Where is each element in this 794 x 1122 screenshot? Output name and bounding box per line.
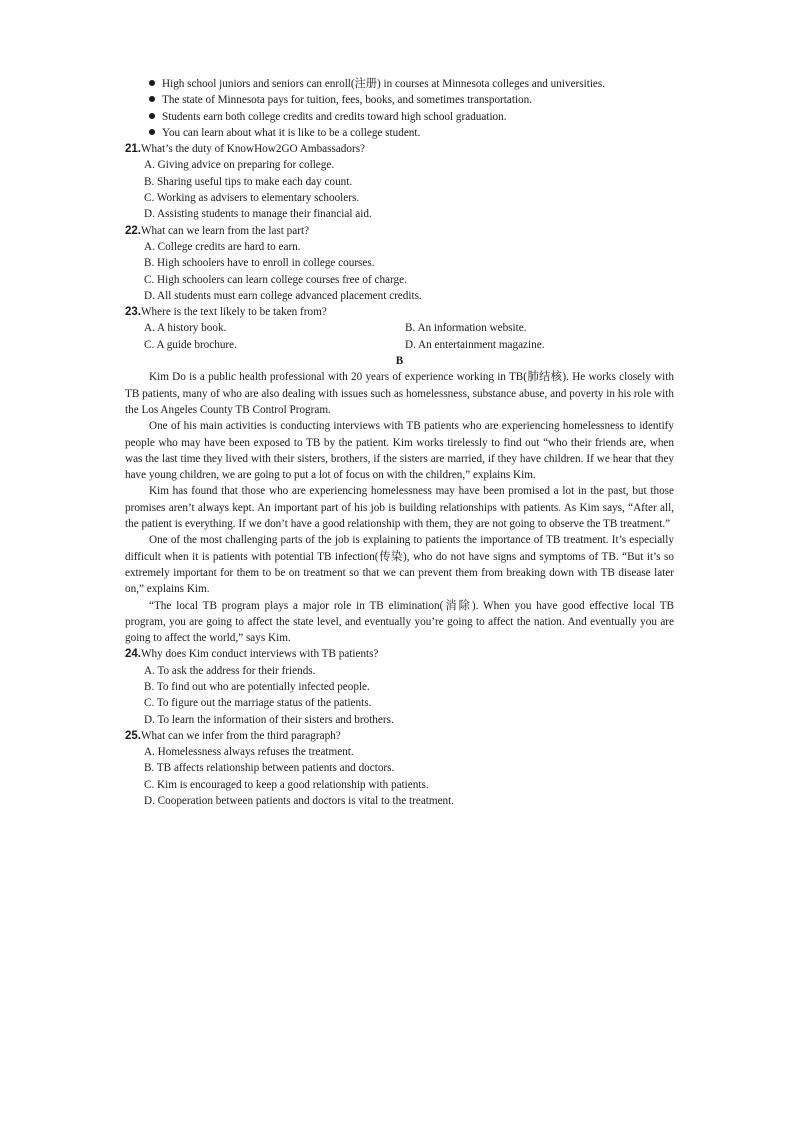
- bullet-icon: [149, 96, 155, 102]
- bullet-item: Students earn both college credits and credits toward high school graduation.: [125, 109, 674, 125]
- option-b: B. An information website.: [405, 322, 527, 335]
- question-stem: 21.What’s the duty of KnowHow2GO Ambassadors?: [125, 143, 366, 156]
- passage-paragraph: “The local TB program plays a major role in TB elimination(消除). When you have good effective local TB program, you are going to affect the state level, and eventually you’re going to affect the nation. And eventually you are going to affect the world,” says Kim.: [125, 599, 674, 645]
- option-a: A. College credits are hard to earn.: [144, 240, 301, 253]
- option-a: A. A history book.: [144, 322, 227, 335]
- question-22: [125, 223, 674, 304]
- option-a: A. Homelessness always refuses the treatment.: [144, 746, 354, 759]
- bullet-icon: [149, 129, 155, 135]
- question-number: 25.: [125, 729, 141, 742]
- question-25: [125, 728, 674, 809]
- option-b: B. To find out who are potentially infected people.: [144, 680, 370, 693]
- option-d: D. An entertainment magazine.: [405, 338, 545, 351]
- option-d: D. Cooperation between patients and doctors is vital to the treatment.: [144, 795, 455, 808]
- question-24: [125, 646, 674, 727]
- option-b: B. High schoolers have to enroll in college courses.: [144, 257, 375, 270]
- exam-page: [125, 76, 674, 809]
- option-c: C. A guide brochure.: [144, 338, 237, 351]
- option-a: A. Giving advice on preparing for college.: [144, 159, 335, 172]
- option-b: B. Sharing useful tips to make each day count.: [144, 175, 353, 188]
- bullet-item: You can learn about what it is like to be a college student.: [125, 125, 674, 141]
- question-21: [125, 141, 674, 222]
- bullet-icon: [149, 80, 155, 86]
- question-23: [125, 304, 674, 353]
- question-stem: 23.Where is the text likely to be taken from?: [125, 306, 327, 319]
- option-row: [125, 320, 674, 336]
- passage-paragraph: Kim has found that those who are experiencing homelessness may have been promised a lot in the past, but those promises aren’t always kept. An important part of his job is building relationships with patients. As Kim says, “After all, the patient is everything. If we don’t have a good relationship with them, they are not going to observe the TB treatment.”: [125, 485, 674, 531]
- question-number: 21.: [125, 143, 141, 156]
- section-heading: B: [395, 355, 404, 368]
- option-d: D. All students must earn college advanced placement credits.: [144, 289, 422, 302]
- passage-paragraph: Kim Do is a public health professional with 20 years of experience working in TB(肺结核). He works closely with TB patients, many of who are also dealing with issues such as homelessness, substance abuse, and poverty in his role with the Los Angeles County TB Control Program.: [125, 371, 674, 416]
- option-c: C. To figure out the marriage status of the patients.: [144, 697, 372, 710]
- passage-paragraph: One of his main activities is conducting interviews with TB patients who are experiencing homelessness to identify people who may have been exposed to TB by the patient. Kim works tirelessly to find out “who their friends are, when was the last time they lived with their sisters, brothers, if the sisters are married, if they have children. If we hear that they have young children, we are going to put a lot of focus on with the children,” explains Kim.: [125, 420, 674, 482]
- bullet-icon: [149, 113, 155, 119]
- passage-paragraph: One of the most challenging parts of the job is explaining to patients the importance of TB treatment. It’s especially difficult when it is patients with potential TB infection(传染), who do not have signs and symptoms of TB. “But it’s so extremely important for them to be on treatment so that we can prevent them from breaking down with TB disease later on,” explains Kim.: [125, 534, 674, 596]
- question-number: 23.: [125, 306, 141, 319]
- bullet-item: The state of Minnesota pays for tuition, fees, books, and sometimes transportation.: [125, 92, 674, 108]
- question-stem: 24.Why does Kim conduct interviews with TB patients?: [125, 648, 379, 661]
- option-d: D. To learn the information of their sisters and brothers.: [144, 713, 394, 726]
- bullet-item: High school juniors and seniors can enroll(注册) in courses at Minnesota colleges and universities.: [125, 76, 674, 92]
- option-c: C. High schoolers can learn college courses free of charge.: [144, 273, 407, 286]
- question-number: 22.: [125, 224, 141, 237]
- question-stem: 25.What can we infer from the third paragraph?: [125, 729, 341, 742]
- option-a: A. To ask the address for their friends.: [144, 664, 316, 677]
- question-number: 24.: [125, 648, 141, 661]
- option-row: [125, 337, 674, 353]
- option-b: B. TB affects relationship between patients and doctors.: [144, 762, 395, 775]
- question-stem: 22.What can we learn from the last part?: [125, 224, 310, 237]
- option-c: C. Working as advisers to elementary schoolers.: [144, 192, 360, 205]
- option-d: D. Assisting students to manage their financial aid.: [144, 208, 372, 221]
- option-c: C. Kim is encouraged to keep a good relationship with patients.: [144, 778, 429, 791]
